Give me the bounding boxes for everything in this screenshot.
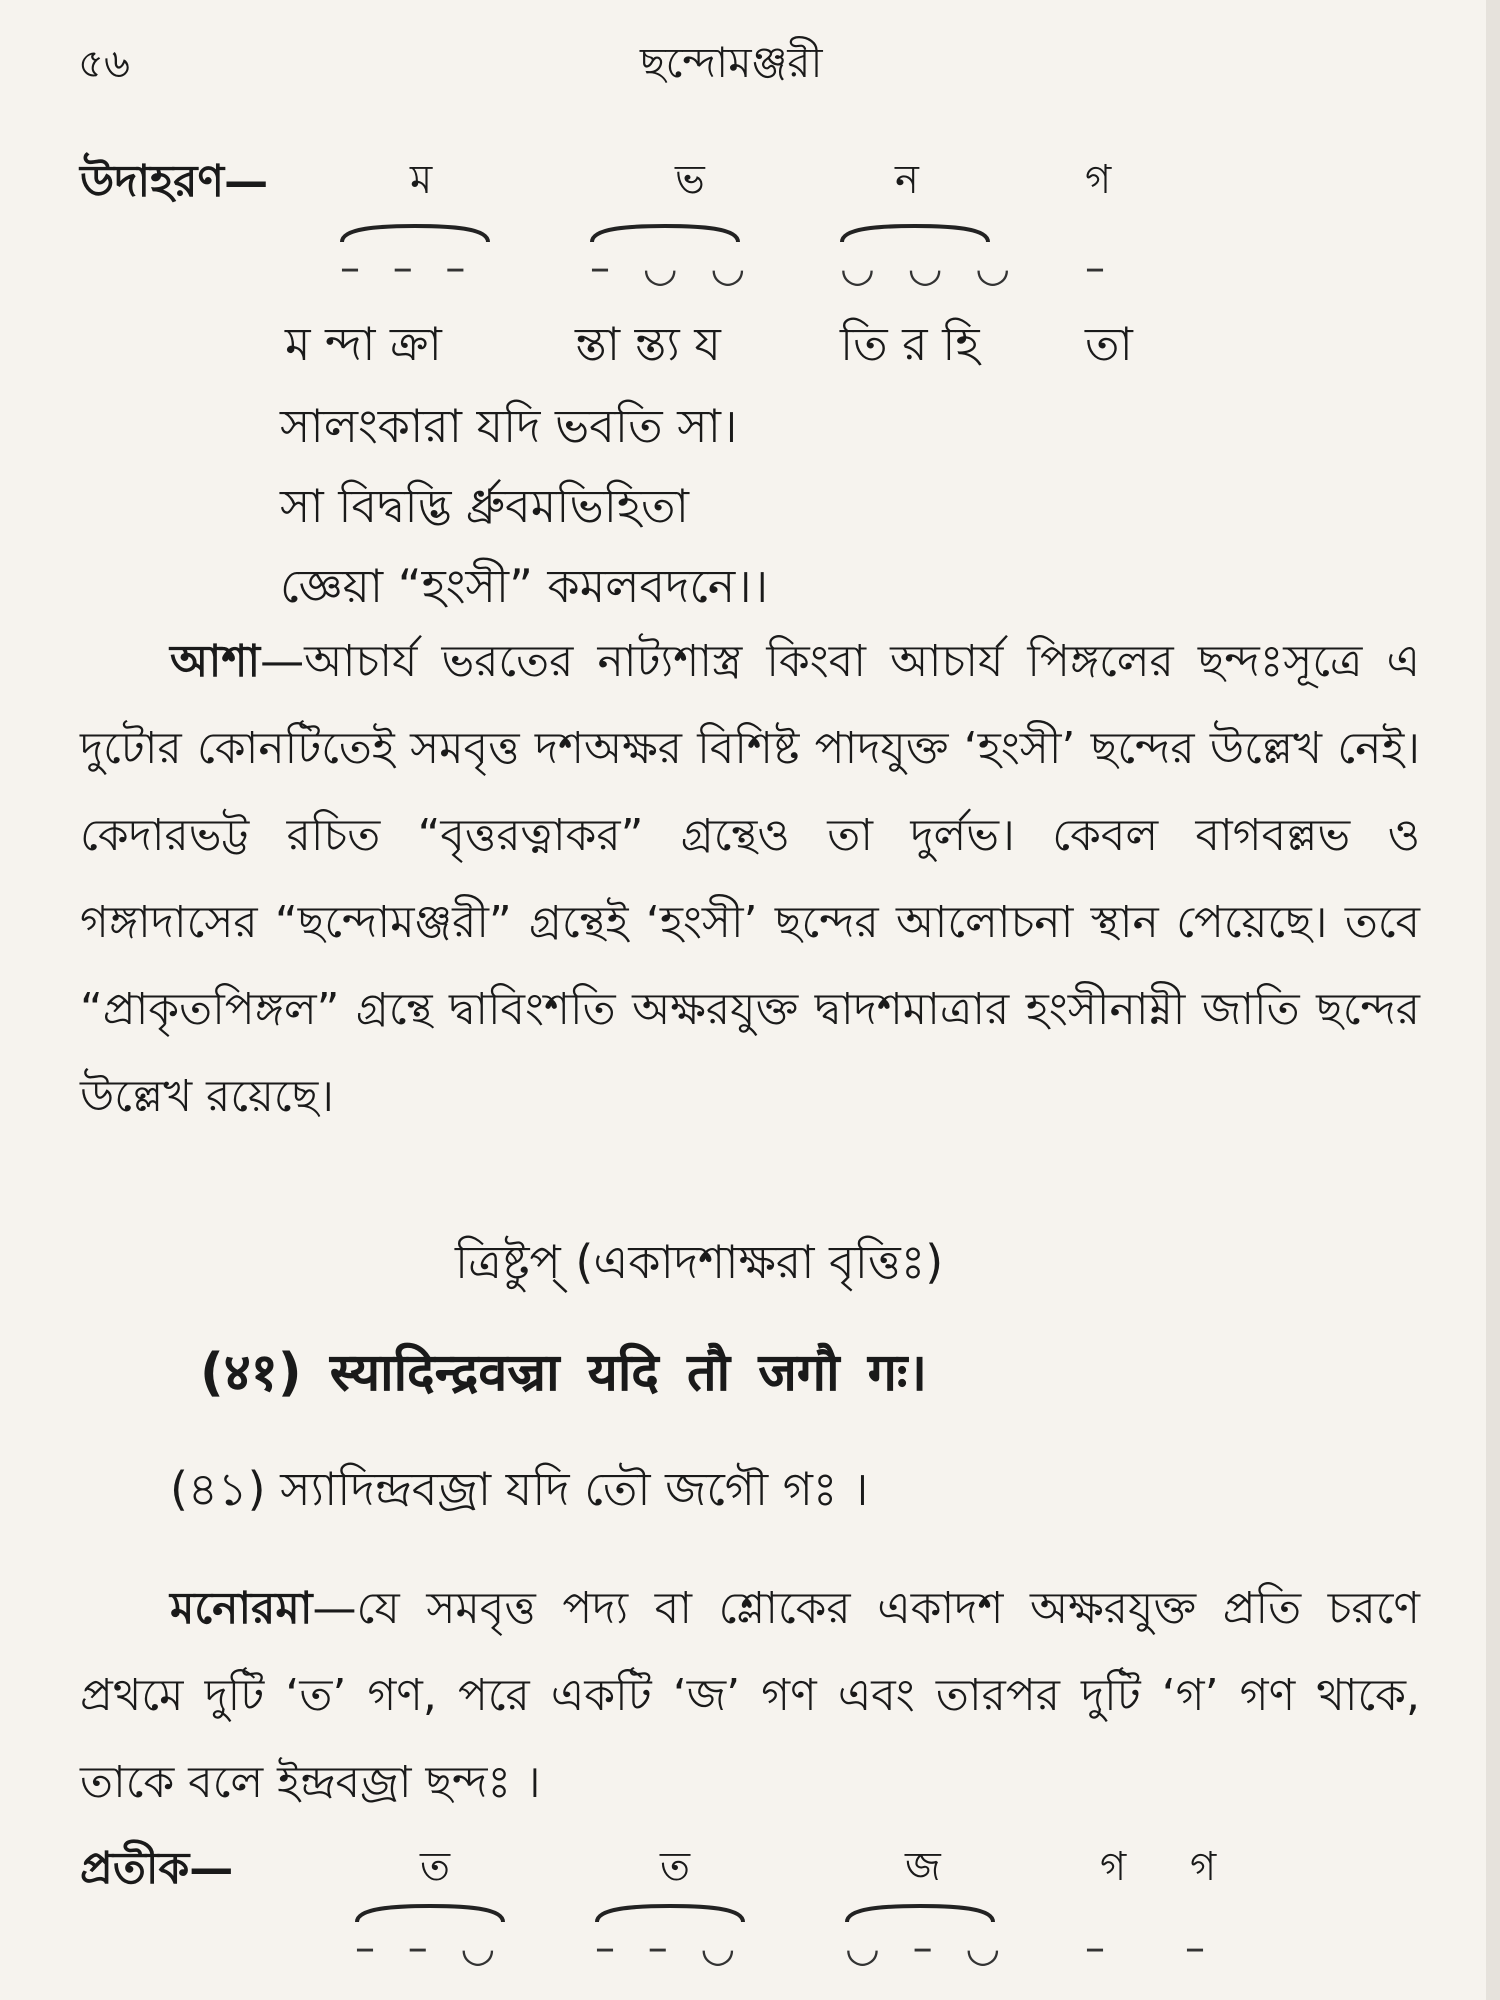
meter-marks: –	[1185, 1925, 1215, 1971]
verse-syllables: ম ন্দা ক্রা	[285, 317, 442, 371]
meter-marks: – ◡ ◡	[590, 245, 756, 291]
gana-label: জ	[905, 1844, 941, 1890]
gana-brace	[595, 1900, 745, 1924]
meter-marks: –	[1085, 1925, 1115, 1971]
meter-marks: – – ◡	[595, 1925, 746, 1971]
gana-label: গ	[1190, 1844, 1217, 1890]
meter-marks: – – ◡	[355, 1925, 506, 1971]
sutra-bengali: (৪১) স্যাদিন্দ্রবজ্রা যদি তৌ জগৌ গঃ ।	[170, 1462, 869, 1516]
gana-brace	[840, 220, 990, 244]
symbol-label: প্রতীক—	[80, 1843, 234, 1894]
gana-brace	[845, 1900, 995, 1924]
verse-line: সালংকারা যদি ভবতি সা।	[280, 399, 738, 453]
verse-syllables: ন্তা ন্ত্য য	[575, 317, 721, 371]
commentary-text: —যে সমবৃত্ত পদ্য বা শ্লোকের একাদশ অক্ষরযুক্ত প্রতি চরণে প্রথমে দুটি ‘ত’ গণ, পরে একটি ‘জ’ গণ এবং তারপর দুটি ‘গ’ গণ থাকে, তাকে বলে ইন্দ্রবজ্রা ছন্দঃ ।	[80, 1583, 1420, 1808]
verse-line: জ্ঞেয়া “হংসী” কমলবদনে।।	[280, 559, 769, 613]
gana-brace	[355, 1900, 505, 1924]
page-edge	[1486, 0, 1500, 2000]
sutra-devanagari: (४१) स्यादिन्द्रवज्रा यदि तौ जगौ गः।	[200, 1343, 928, 1403]
verse-syllables: তি র হি	[840, 317, 980, 371]
gana-label: ত	[420, 1844, 451, 1890]
commentary-lead: আশা	[170, 636, 261, 687]
page-number: ৫৬	[78, 41, 130, 87]
commentary-paragraph	[80, 1565, 1420, 1826]
gana-label: ভ	[675, 157, 705, 203]
gana-label: গ	[1100, 1844, 1127, 1890]
commentary-text: —আচার্য ভরতের নাট্যশাস্ত্র কিংবা আচার্য পিঙ্গলের ছন্দঃসূত্রে এ দুটোর কোনটিতেই সমবৃত্ত দশঅক্ষর বিশিষ্ট পাদযুক্ত ‘হংসী’ ছন্দের উল্লেখ নেই। কেদারভট্ট রচিত “বৃত্তরত্নাকর” গ্রন্থেও তা দুর্লভ। কেবল বাগবল্লভ ও গঙ্গাদাসের “ছন্দোমঞ্জরী” গ্রন্থেই ‘হংসী’ ছন্দের আলোচনা স্থান পেয়েছে। তবে “প্রাকৃতপিঙ্গল” গ্রন্থে দ্বাবিংশতি অক্ষরযুক্ত দ্বাদশমাত্রার হংসীনাম্নী জাতি ছন্দের উল্লেখ রয়েছে।	[80, 636, 1420, 1122]
gana-brace	[340, 220, 490, 244]
gana-brace	[590, 220, 740, 244]
gana-label: গ	[1085, 157, 1112, 203]
meter-marks: ◡ – ◡	[845, 1925, 1011, 1971]
meter-marks: –	[1085, 245, 1115, 291]
meter-marks: – – –	[340, 245, 476, 291]
gana-label: ম	[410, 157, 433, 203]
verse-syllables: তা	[1085, 317, 1133, 371]
gana-label: ন	[895, 157, 919, 203]
gana-label: ত	[660, 1844, 691, 1890]
section-heading: ত্রিষ্টুপ্ (একাদশাক্ষরা বৃত্তিঃ)	[455, 1235, 944, 1289]
running-title: ছন্দোমঞ্জরী	[640, 38, 823, 87]
verse-line: সা বিদ্বদ্ভি র্ধ্রুবমভিহিতা	[280, 479, 689, 533]
commentary-paragraph	[80, 618, 1420, 1140]
commentary-lead: মনোরমা	[170, 1583, 313, 1634]
meter-marks: ◡ ◡ ◡	[840, 245, 1021, 291]
example-label: উদাহরণ—	[80, 156, 269, 207]
